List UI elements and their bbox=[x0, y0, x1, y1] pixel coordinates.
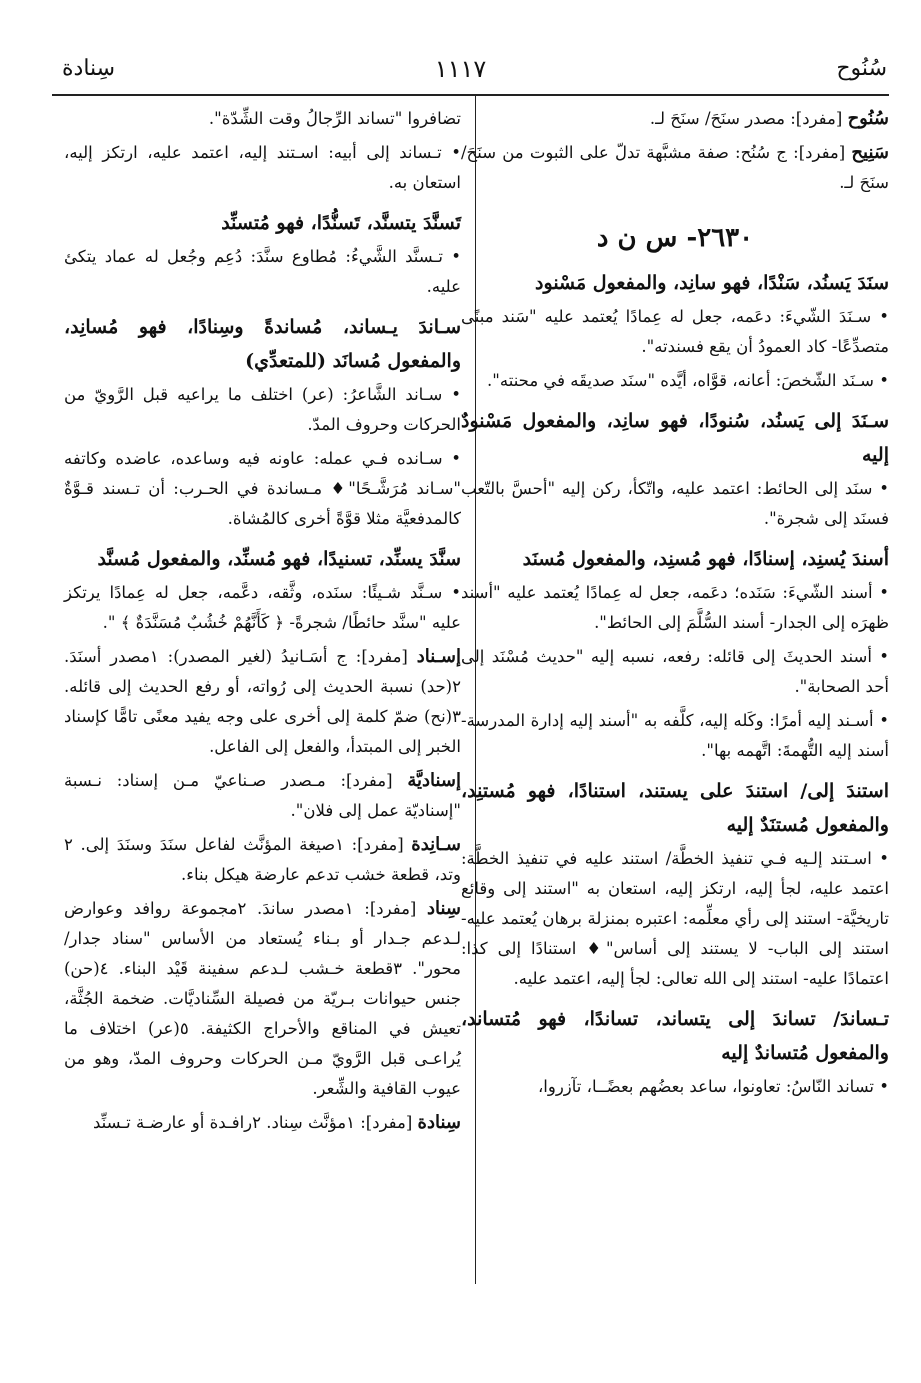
entry-heading: سنَدَ يَسنُد، سَنْدًا، فهو سانِد، والمفعول مَسْنود bbox=[535, 272, 889, 294]
entry-heading: استندَ إلى/ استندَ على يستند، استنادًا، فهو مُستنِد، والمفعول مُستنَدٌ إليه bbox=[461, 780, 889, 836]
definition: • تساند النّاسُ: تعاونوا، ساعد بعضُهم بعضًــا، تآزروا، bbox=[537, 1077, 889, 1096]
headword: سِناد bbox=[427, 898, 462, 919]
entry-sinada bbox=[64, 1108, 461, 1138]
headword: سُنُوح bbox=[847, 108, 889, 129]
definition: • تـساند إلى أبيه: اسـتند إليه، اعتمد عليه، ارتكز إليه، استعان به. bbox=[64, 143, 461, 192]
entry-heading: تَسنَّدَ يتسنَّد، تَسنُّدًا، فهو مُتسنِّد bbox=[221, 212, 461, 234]
entry-heading: سـنَدَ إلى يَسنُد، سُنودًا، فهو سانِد، والمفعول مَسْنودٌ إليه bbox=[461, 410, 889, 466]
entry-heading: أسندَ يُسنِد، إسنادًا، فهو مُسنِد، والمفعول مُسنَد bbox=[522, 548, 889, 570]
left-column bbox=[64, 104, 461, 1138]
definition: [مفرد]: ١مؤنَّث سِناد. ٢رافـدة أو عارضـة تـسنِّد bbox=[92, 1113, 418, 1132]
entry-heading: تـساندَ/ تساندَ إلى يتساند، تساندًا، فهو مُتساند، والمفعول مُتساندٌ إليه bbox=[461, 1008, 889, 1064]
definition: [مفرد]: مصدر سنَحَ/ سنَحَ لـ. bbox=[649, 109, 848, 128]
definition: [مفرد]: مـصدر صـناعيّ مـن إسناد: نـسبة "إسناديّة عمل إلى فلان". bbox=[64, 771, 461, 820]
definition: [مفرد]: ١مصدر ساندَ. ٢مجموعة روافد وعوارض لـدعم جـدار أو بـناء يُستعاد من الأساس "سناد جدار/ محور". ٣قطعة خـشب لـدعم سفينة قَيْد البناء. ٤(حن) جنس حيوانات بـريّة من فصيلة السِّناديَّات. ضخمة الجُثَّة، تعيش في المناقع والأحراج الكثيفة. ٥(عر) اختلاف ما يُراعـى قبل الرَّويّ مـن الحركات وحروف المدّ، وهو من عيوب القافية والشِّعر. bbox=[64, 899, 461, 1098]
running-head-left: سِنادة bbox=[62, 56, 116, 81]
running-head-right: سُنُوح bbox=[836, 56, 887, 81]
definition: [مفرد]: ج سُنُح: صفة مشبَّهة تدلّ على الثبوت من سنَحَ/ سنَحَ لـ. bbox=[461, 143, 889, 192]
entry-sanih bbox=[461, 138, 889, 198]
definition: [مفرد]: ١صيغة المؤنَّث لفاعل سنَدَ وسنَدَ إلى. ٢ وتد، قطعة خشب تدعم عارضة هيكل بناء. bbox=[64, 835, 461, 884]
root-heading: ٢٦٣٠- س ن د bbox=[596, 223, 754, 253]
entry-sanida bbox=[64, 830, 461, 890]
header-rule bbox=[52, 94, 889, 96]
definition: • سـنَد الشّخصَ: أعانه، قوَّاه، أيَّده "سنَد صديقَه في محنته". bbox=[487, 371, 889, 390]
headword: سِنادة bbox=[417, 1112, 461, 1133]
definition: • سـاند الشَّاعرُ: (عر) اختلف ما يراعيه قبل الرَّويّ من الحركات وحروف المدّ. bbox=[64, 385, 461, 434]
definition: • سنَد إلى الحائط: اعتمد عليه، واتّكأ، ركن إليه "أحسَّ بالتّعب فسنَد إلى شجرة". bbox=[461, 479, 889, 528]
entry-heading: سـاندَ يـساند، مُساندةً وسِنادًا، فهو مُسانِد، والمفعول مُسانَد (للمتعدِّي) bbox=[64, 316, 461, 372]
definition: • تـسنَّد الشَّيءُ: مُطاوع سنَّدَ: دُعِم وجُعل له عماد يتكئ عليه. bbox=[64, 247, 461, 296]
right-column bbox=[461, 104, 889, 1102]
definition: • أسند الشّيءَ: سَنَده؛ دعَمه، جعل له عِمادًا يُعتمد عليه "أسند ظهرَه إلى الجدار- أسند السُّلَّمَ إلى الحائط". bbox=[461, 583, 889, 632]
definition: • سـنَّد شـيئًا: سنَده، وثَّقه، دعَّمه، جعل له عِمادًا يرتكز عليه "سنَّد حائطًا/ شجرةً- ﴿ كَأَنَّهُمْ خُشُبٌ مُسَنَّدَةٌ ﴾ ". bbox=[64, 583, 461, 632]
definition: • اسـتند إلـيه فـي تنفيذ الخطَّة/ استند عليه في تنفيذ الخطَّة: اعتمد عليه، لجأ إليه، ارتكز إليه، استعان به "استند إلى وقائع تاريخيَّة- استند إلى رأي معلِّمه: اعتبره بمنزلة برهان يُعتمد عليه- استند إلى الباب- لا يستند إلى أساس"♦ استنادًا إلى كذا: اعتمادًا عليه- استند إلى الله تعالى: لجأ إليه، اعتمد عليه. bbox=[461, 849, 889, 988]
entry-sunuh bbox=[461, 104, 889, 134]
entry-heading: سنَّدَ يسنِّد، تسنيدًا، فهو مُسنِّد، والمفعول مُسنَّد bbox=[97, 548, 461, 570]
page-number: ١١١٧ bbox=[434, 55, 487, 83]
headword: إسـناد bbox=[416, 646, 461, 667]
entry-isnad bbox=[64, 642, 461, 762]
definition: • أسند الحديثَ إلى قائله: رفعه، نسبه إليه "حديث مُسْنَد إلى أحد الصحابة". bbox=[461, 647, 889, 696]
entry-sinad bbox=[64, 894, 461, 1104]
headword: إسناديَّة bbox=[407, 770, 461, 791]
definition: • أسـند إليه أمرًا: وكَله إليه، كلَّفه به "أسند إليه إدارة المدرسة- أسند إليه التُّهمةَ: اتَّهمه بها". bbox=[461, 711, 889, 760]
definition: تضافروا "تساند الرِّجالُ وقت الشِّدّة". bbox=[208, 109, 461, 128]
headword: سـانِدة bbox=[411, 834, 462, 855]
entry-isnadiyya bbox=[64, 766, 461, 826]
headword: سَنِيح bbox=[851, 142, 889, 163]
definition: [مفرد]: ج أسَـانيدُ (لغير المصدر): ١مصدر أسنَدَ. ٢(حد) نسبة الحديث إلى رُواته، أو رفع الحديث إلى قائله. ٣(نح) ضمّ كلمة إلى أخرى على وجه يفيد معنًى تامًّا كإسناد الخبر إلى المبتدأ، والفعل إلى الفاعل. bbox=[64, 647, 461, 756]
definition: • سـنَدَ الشّيءَ: دعَمه، جعل له عِمادًا يُعتمد عليه "سَند مبنًى متصدِّعًا- كاد العمودُ أن يقع فسندته". bbox=[461, 307, 889, 356]
definition: • سـانده فـي عمله: عاونه فيه وساعده، عاضده وكاتفه "سـاند مُرَشَّـحًا"♦ مـساندة في الحـرب: أن تـسند قـوَّةٌ كالمدفعيَّة مثلا قوَّةً أخرى كالمُشاة. bbox=[64, 449, 461, 528]
